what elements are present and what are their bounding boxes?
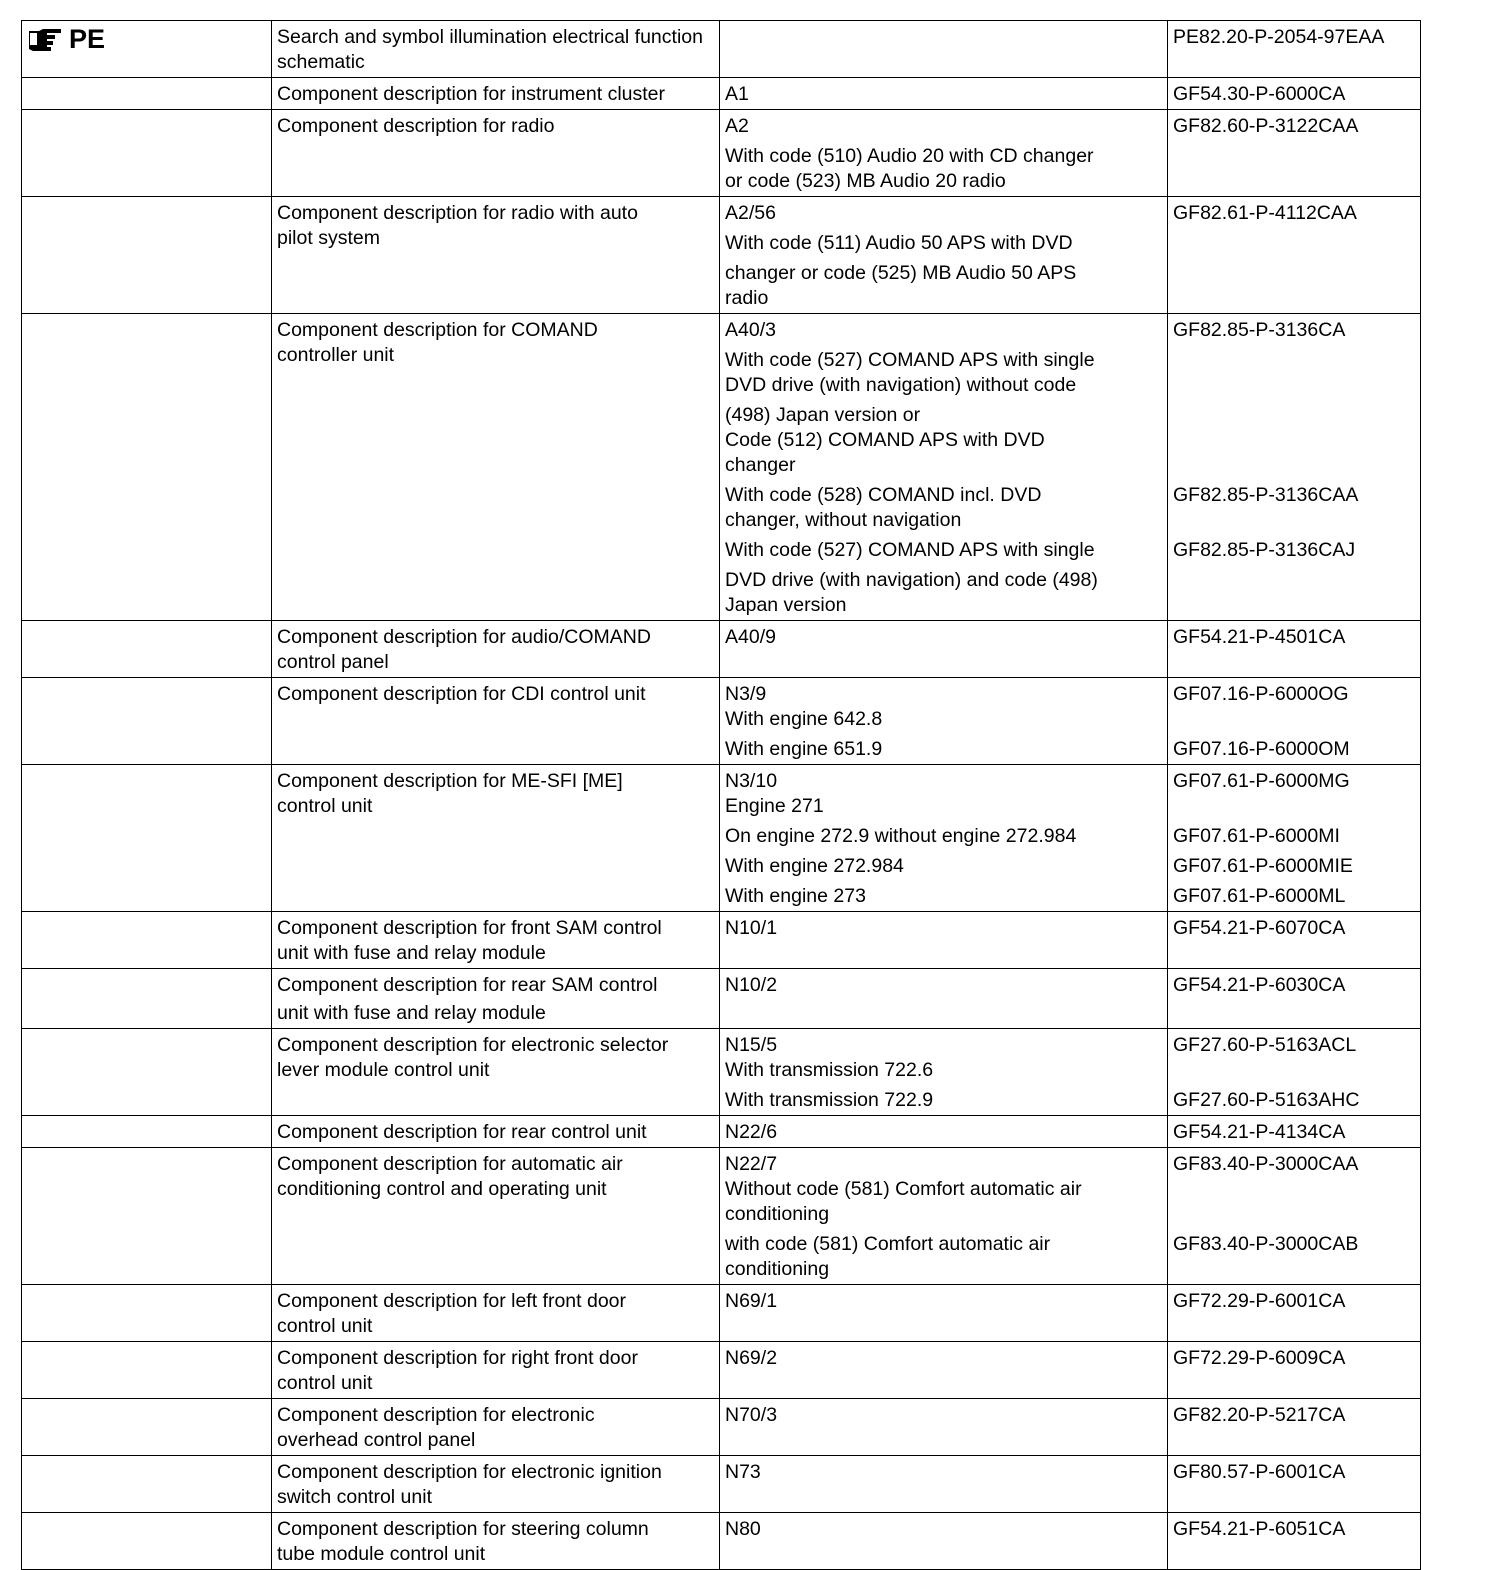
reference-cell [1168, 314, 1421, 621]
marker-cell [22, 110, 272, 197]
reference-number: GF83.40-P-3000CAB [1173, 1233, 1359, 1255]
component-text: controller unit [277, 344, 395, 366]
variant-text: A40/9 [725, 626, 776, 648]
marker-cell [22, 21, 272, 78]
component-cell [272, 110, 720, 197]
pe-marker [27, 25, 105, 53]
variant-group [725, 1403, 1162, 1428]
reference-cell [1168, 1399, 1421, 1456]
reference-number: GF54.21-P-4501CA [1173, 626, 1346, 648]
component-text: Search and symbol illumination electrical function schematic [277, 26, 703, 73]
table-row [22, 969, 1421, 1029]
table-row [22, 1148, 1421, 1285]
reference-number: GF82.61-P-4112CAA [1173, 202, 1357, 224]
marker-cell [22, 1456, 272, 1513]
variant-group [725, 144, 1162, 194]
table-row [22, 1342, 1421, 1399]
variant-text: conditioning [725, 1258, 830, 1280]
variant-group [725, 625, 1162, 650]
component-cell [272, 621, 720, 678]
reference-cell [1168, 621, 1421, 678]
variant-cell [720, 314, 1168, 621]
reference-number: GF54.21-P-6070CA [1173, 917, 1346, 939]
pe-label: PE [69, 24, 106, 54]
reference-cell [1168, 1513, 1421, 1570]
reference-number: GF27.60-P-5163ACL [1173, 1034, 1357, 1056]
variant-text: conditioning [725, 1203, 830, 1225]
variant-group [725, 769, 1162, 819]
reference-number: GF54.21-P-4134CA [1173, 1121, 1346, 1143]
table-row [22, 765, 1421, 912]
variant-group [725, 568, 1162, 618]
variant-text: With code (528) COMAND incl. DVD [725, 484, 1042, 506]
table-row [22, 197, 1421, 314]
reference-number: GF54.21-P-6030CA [1173, 974, 1346, 996]
marker-cell [22, 197, 272, 314]
variant-text: radio [725, 287, 769, 309]
component-cell [272, 1029, 720, 1116]
variant-text: (498) Japan version or [725, 404, 921, 426]
reference-number: GF54.30-P-6000CA [1173, 83, 1346, 105]
variant-text: With code (527) COMAND APS with single [725, 539, 1095, 561]
table-row [22, 678, 1421, 765]
variant-text: Japan version [725, 594, 847, 616]
variant-group [725, 114, 1162, 139]
variant-group [725, 348, 1162, 398]
variant-text: with code (581) Comfort automatic air [725, 1233, 1051, 1255]
variant-cell [720, 1148, 1168, 1285]
component-cell [272, 912, 720, 969]
variant-group [725, 884, 1162, 909]
variant-text: N73 [725, 1461, 761, 1483]
component-cell [272, 1513, 720, 1570]
component-text: Component description for instrument cluster [277, 83, 666, 105]
variant-text: A1 [725, 83, 749, 105]
reference-cell [1168, 1342, 1421, 1399]
component-text: overhead control panel [277, 1429, 476, 1451]
marker-cell [22, 1029, 272, 1116]
variant-group [725, 1033, 1162, 1083]
variant-group [725, 201, 1162, 226]
marker-cell [22, 912, 272, 969]
reference-number: GF82.85-P-3136CAA [1173, 484, 1359, 506]
component-cell [272, 678, 720, 765]
reference-cell [1168, 765, 1421, 912]
table-row [22, 110, 1421, 197]
variant-group [725, 1152, 1162, 1227]
variant-text: changer [725, 454, 796, 476]
variant-group [725, 82, 1162, 107]
marker-cell [22, 1513, 272, 1570]
component-text: lever module control unit [277, 1059, 490, 1081]
reference-number: GF80.57-P-6001CA [1173, 1461, 1346, 1483]
component-cell [272, 765, 720, 912]
component-text: control unit [277, 1372, 373, 1394]
variant-text: Without code (581) Comfort automatic air [725, 1178, 1082, 1200]
variant-text: With code (510) Audio 20 with CD changer [725, 145, 1094, 167]
marker-cell [22, 765, 272, 912]
table-row [22, 1285, 1421, 1342]
table-row [22, 1456, 1421, 1513]
variant-text: With code (527) COMAND APS with single [725, 349, 1095, 371]
component-text: Component description for electronic ignition [277, 1461, 662, 1483]
variant-cell [720, 1513, 1168, 1570]
variant-group [725, 1120, 1162, 1145]
variant-group [725, 483, 1162, 533]
variant-cell [720, 1116, 1168, 1148]
component-text: Component description for rear SAM control [277, 974, 658, 996]
component-text: conditioning control and operating unit [277, 1178, 607, 1200]
reference-number: GF82.85-P-3136CA [1173, 319, 1346, 341]
component-text: Component description for ME-SFI [ME] [277, 770, 623, 792]
marker-cell [22, 678, 272, 765]
marker-cell [22, 1285, 272, 1342]
marker-cell [22, 1148, 272, 1285]
reference-number: GF72.29-P-6001CA [1173, 1290, 1346, 1312]
component-cell [272, 78, 720, 110]
component-cell [272, 1342, 720, 1399]
reference-number: GF82.60-P-3122CAA [1173, 115, 1359, 137]
component-text: Component description for radio [277, 115, 555, 137]
reference-cell [1168, 21, 1421, 78]
table-row [22, 912, 1421, 969]
component-cell [272, 1285, 720, 1342]
variant-text: With code (511) Audio 50 APS with DVD [725, 232, 1073, 254]
variant-group [725, 1517, 1162, 1542]
variant-cell [720, 621, 1168, 678]
component-cell [272, 1456, 720, 1513]
variant-text: or code (523) MB Audio 20 radio [725, 170, 1006, 192]
variant-group [725, 261, 1162, 311]
table-row [22, 1399, 1421, 1456]
variant-text: N15/5 [725, 1034, 778, 1056]
variant-group [725, 231, 1162, 256]
variant-cell [720, 1285, 1168, 1342]
component-text: tube module control unit [277, 1543, 486, 1565]
table-row [22, 1513, 1421, 1570]
reference-number: PE82.20-P-2054-97EAA [1173, 26, 1385, 48]
variant-cell [720, 678, 1168, 765]
component-text: Component description for electronic selector [277, 1034, 669, 1056]
table-row [22, 1116, 1421, 1148]
component-text: control panel [277, 651, 389, 673]
variant-text: A40/3 [725, 319, 776, 341]
component-cell [272, 1148, 720, 1285]
component-cell [272, 969, 720, 1029]
variant-text: DVD drive (with navigation) and code (498) [725, 569, 1098, 591]
variant-group [725, 1346, 1162, 1371]
reference-number: GF07.61-P-6000MG [1173, 770, 1350, 792]
variant-text: DVD drive (with navigation) without code [725, 374, 1077, 396]
variant-text: On engine 272.9 without engine 272.984 [725, 825, 1077, 847]
component-cell [272, 1399, 720, 1456]
reference-cell [1168, 1148, 1421, 1285]
table-row [22, 21, 1421, 78]
reference-number: GF83.40-P-3000CAA [1173, 1153, 1359, 1175]
component-text: Component description for COMAND [277, 319, 598, 341]
variant-text: With transmission 722.9 [725, 1089, 934, 1111]
reference-cell [1168, 1456, 1421, 1513]
variant-text: Engine 271 [725, 795, 824, 817]
component-text: Component description for right front door [277, 1347, 638, 1369]
variant-text: N22/7 [725, 1153, 778, 1175]
component-cell [272, 197, 720, 314]
marker-cell [22, 969, 272, 1029]
component-text: switch control unit [277, 1486, 432, 1508]
marker-cell [22, 1116, 272, 1148]
variant-cell [720, 969, 1168, 1029]
component-text: control unit [277, 1315, 373, 1337]
variant-group [725, 1289, 1162, 1314]
component-text: Component description for radio with auto [277, 202, 638, 224]
reference-number: GF07.61-P-6000MIE [1173, 855, 1353, 877]
variant-text: N80 [725, 1518, 761, 1540]
table-row [22, 1029, 1421, 1116]
reference-cell [1168, 969, 1421, 1029]
variant-text: A2 [725, 115, 749, 137]
variant-text: With engine 273 [725, 885, 866, 907]
variant-group [725, 403, 1162, 478]
variant-text: With engine 272.984 [725, 855, 904, 877]
variant-text: With engine 651.9 [725, 738, 883, 760]
component-text: pilot system [277, 227, 380, 249]
variant-text: With transmission 722.6 [725, 1059, 934, 1081]
reference-cell [1168, 1116, 1421, 1148]
variant-cell [720, 78, 1168, 110]
reference-number: GF07.61-P-6000ML [1173, 885, 1346, 907]
variant-text: changer, without navigation [725, 509, 962, 531]
reference-number: GF82.85-P-3136CAJ [1173, 539, 1356, 561]
variant-cell [720, 912, 1168, 969]
reference-cell [1168, 110, 1421, 197]
variant-cell [720, 1399, 1168, 1456]
component-cell [272, 1116, 720, 1148]
variant-cell [720, 21, 1168, 78]
variant-group [725, 682, 1162, 732]
table-row [22, 78, 1421, 110]
marker-cell [22, 1342, 272, 1399]
variant-text: Code (512) COMAND APS with DVD [725, 429, 1045, 451]
variant-text: A2/56 [725, 202, 776, 224]
variant-cell [720, 1456, 1168, 1513]
variant-group [725, 973, 1162, 998]
variant-group [725, 538, 1162, 563]
variant-text: N10/1 [725, 917, 778, 939]
component-text: Component description for audio/COMAND [277, 626, 651, 648]
component-text: control unit [277, 795, 373, 817]
component-text: Component description for front SAM control [277, 917, 662, 939]
variant-group [725, 1232, 1162, 1282]
variant-group [725, 1088, 1162, 1113]
variant-text: N3/9 [725, 683, 767, 705]
variant-text: N3/10 [725, 770, 778, 792]
variant-cell [720, 765, 1168, 912]
table-row [22, 621, 1421, 678]
reference-cell [1168, 912, 1421, 969]
component-text: Component description for left front door [277, 1290, 627, 1312]
component-text: Component description for steering column [277, 1518, 649, 1540]
table-row [22, 314, 1421, 621]
component-text: Component description for rear control unit [277, 1121, 647, 1143]
variant-text: With engine 642.8 [725, 708, 883, 730]
reference-cell [1168, 678, 1421, 765]
variant-group [725, 916, 1162, 941]
marker-cell [22, 78, 272, 110]
variant-group [725, 318, 1162, 343]
reference-number: GF72.29-P-6009CA [1173, 1347, 1346, 1369]
marker-cell [22, 314, 272, 621]
component-reference-table [21, 20, 1421, 1570]
variant-text: N70/3 [725, 1404, 778, 1426]
marker-cell [22, 1399, 272, 1456]
variant-cell [720, 1029, 1168, 1116]
variant-group [725, 1460, 1162, 1485]
pointing-hand-icon [27, 27, 63, 51]
variant-text: N22/6 [725, 1121, 778, 1143]
reference-cell [1168, 1285, 1421, 1342]
variant-text: N69/2 [725, 1347, 778, 1369]
table-body [22, 21, 1421, 1570]
reference-number: GF27.60-P-5163AHC [1173, 1089, 1360, 1111]
variant-group [725, 854, 1162, 879]
variant-group [725, 824, 1162, 849]
variant-cell [720, 1342, 1168, 1399]
marker-cell [22, 621, 272, 678]
reference-number: GF07.16-P-6000OM [1173, 738, 1350, 760]
component-text: unit with fuse and relay module [277, 942, 546, 964]
reference-cell [1168, 197, 1421, 314]
reference-number: GF82.20-P-5217CA [1173, 1404, 1346, 1426]
variant-text: N69/1 [725, 1290, 778, 1312]
variant-text: N10/2 [725, 974, 778, 996]
reference-number: GF54.21-P-6051CA [1173, 1518, 1346, 1540]
reference-number: GF07.16-P-6000OG [1173, 683, 1349, 705]
variant-cell [720, 110, 1168, 197]
variant-text: changer or code (525) MB Audio 50 APS [725, 262, 1077, 284]
component-cell [272, 314, 720, 621]
reference-cell [1168, 78, 1421, 110]
component-cell [272, 21, 720, 78]
variant-group [725, 737, 1162, 762]
component-text: Component description for electronic [277, 1404, 595, 1426]
component-text: Component description for automatic air [277, 1153, 623, 1175]
component-text: Component description for CDI control unit [277, 683, 646, 705]
variant-cell [720, 197, 1168, 314]
component-text: unit with fuse and relay module [277, 1002, 546, 1024]
reference-number: GF07.61-P-6000MI [1173, 825, 1340, 847]
reference-cell [1168, 1029, 1421, 1116]
